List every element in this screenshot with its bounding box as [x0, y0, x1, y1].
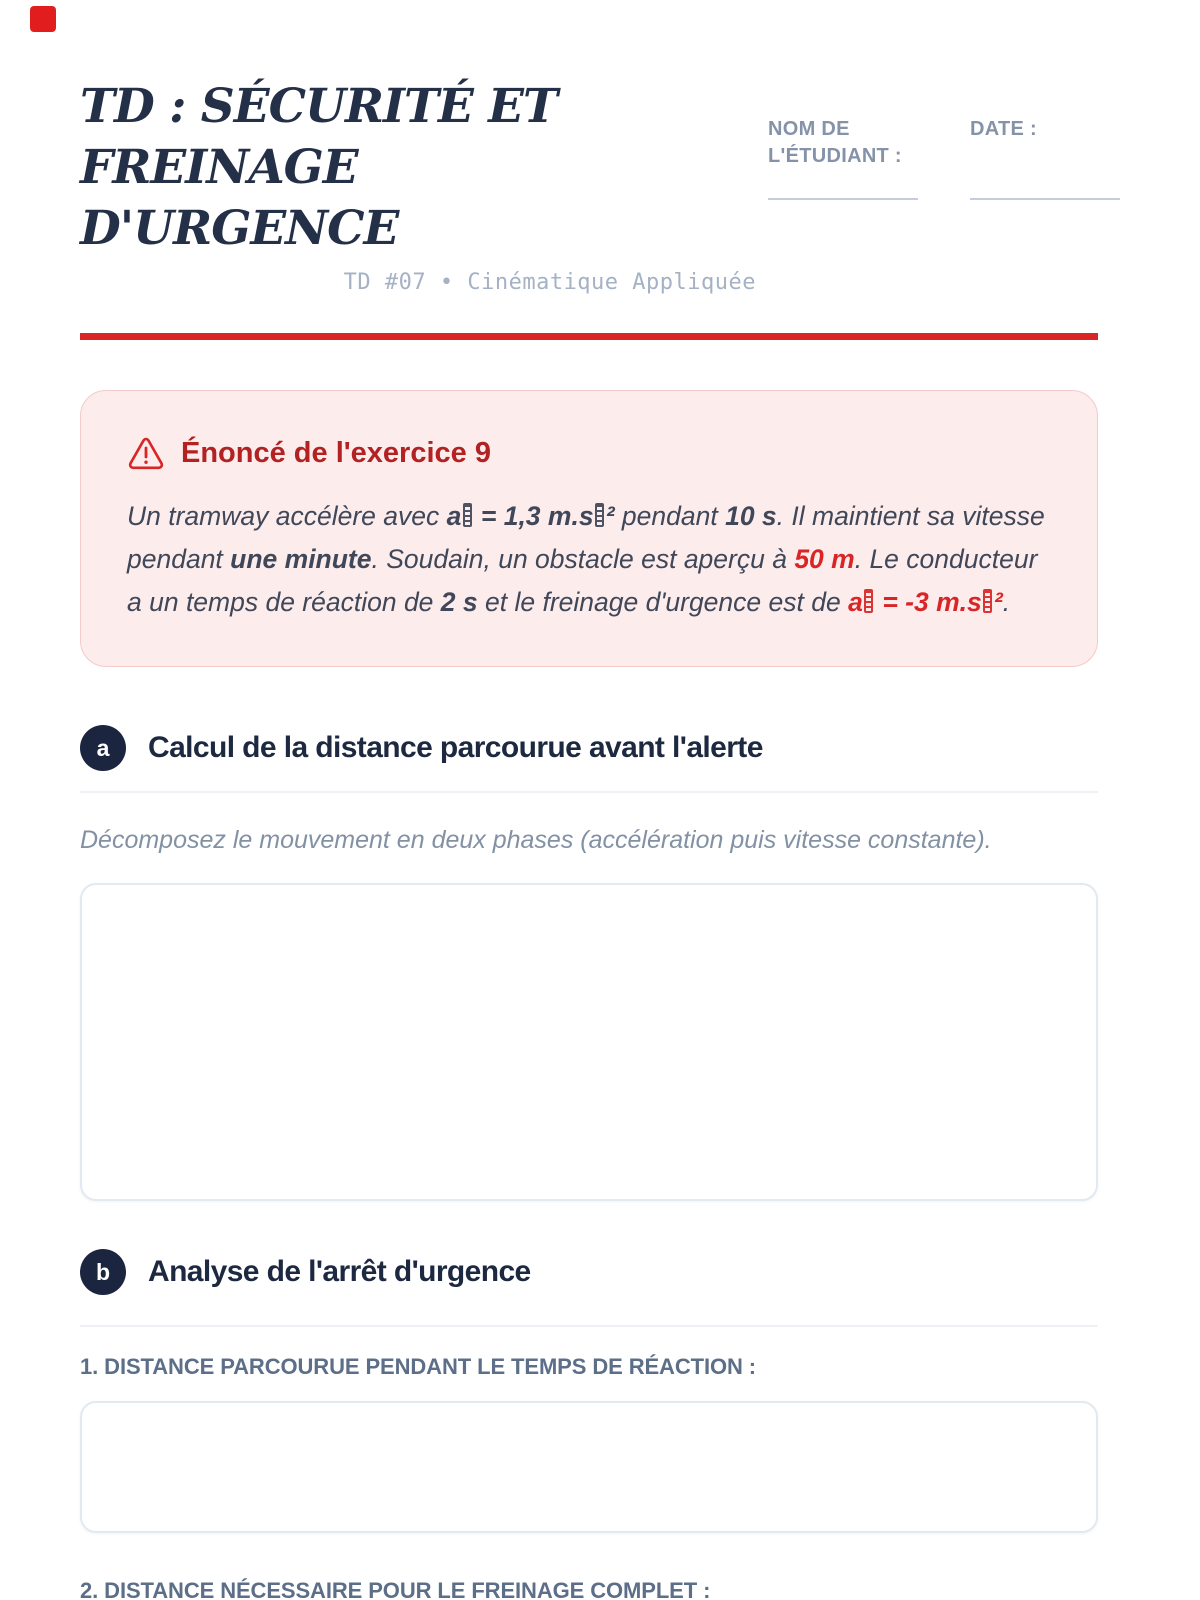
answer-box-reaction-distance[interactable]	[80, 1401, 1098, 1533]
brand-mark	[30, 6, 56, 32]
missing-glyph-box	[595, 503, 604, 527]
section-a-header	[80, 725, 1098, 771]
title-block	[80, 76, 756, 295]
section-a-title: Calcul de la distance parcourue avant l'alerte	[148, 731, 763, 764]
date-label: DATE :	[970, 118, 1037, 140]
worksheet-subtitle: TD #07 • Cinématique Appliquée	[343, 270, 756, 295]
warning-triangle-icon	[127, 435, 165, 471]
missing-glyph-box	[983, 589, 992, 613]
missing-glyph-box	[864, 589, 873, 613]
worksheet-content	[80, 76, 1098, 1600]
section-a-badge: a	[80, 725, 126, 771]
answer-box-phase-calculation[interactable]	[80, 883, 1098, 1201]
section-b-badge: b	[80, 1249, 126, 1295]
page-title	[80, 76, 756, 259]
date-field	[970, 116, 1120, 200]
student-name-field	[768, 116, 918, 200]
section-a-divider	[80, 791, 1098, 793]
section-b-divider	[80, 1325, 1098, 1327]
header-fields	[768, 116, 1120, 200]
date-input-line[interactable]	[970, 198, 1120, 200]
exercise-statement-panel	[80, 390, 1098, 667]
missing-glyph-box	[463, 503, 472, 527]
student-name-label: NOM DE L'ÉTUDIANT :	[768, 118, 902, 167]
page-title-line-2: D'URGENCE	[80, 201, 399, 256]
exercise-statement-header	[127, 435, 1051, 471]
alert-body: Un tramway accélère avec a = 1,3 m.s ² pendant 10 s. Il maintient sa vitesse pendant une minute. Soudain, un obstacle est aperçu à 50 m. Le conducteur a un temps de réaction de 2 s et le freinage d'urgence est de a = -3 m.s ².	[127, 501, 1045, 617]
page-title-line-1: TD : SÉCURITÉ ET FREINAGE	[80, 79, 557, 195]
exercise-statement-title: Énoncé de l'exercice 9	[181, 437, 491, 469]
worksheet-header	[80, 76, 1098, 295]
question-1-label: 1. DISTANCE PARCOURUE PENDANT LE TEMPS DE RÉACTION :	[80, 1354, 757, 1379]
question-2-label: 2. DISTANCE NÉCESSAIRE POUR LE FREINAGE COMPLET :	[80, 1578, 711, 1600]
section-b-header	[80, 1249, 1098, 1295]
section-a-hint: Décomposez le mouvement en deux phases (accélération puis vitesse constante).	[80, 826, 992, 854]
student-name-input-line[interactable]	[768, 198, 918, 200]
header-accent-rule	[80, 333, 1098, 340]
section-b-title: Analyse de l'arrêt d'urgence	[148, 1255, 531, 1288]
